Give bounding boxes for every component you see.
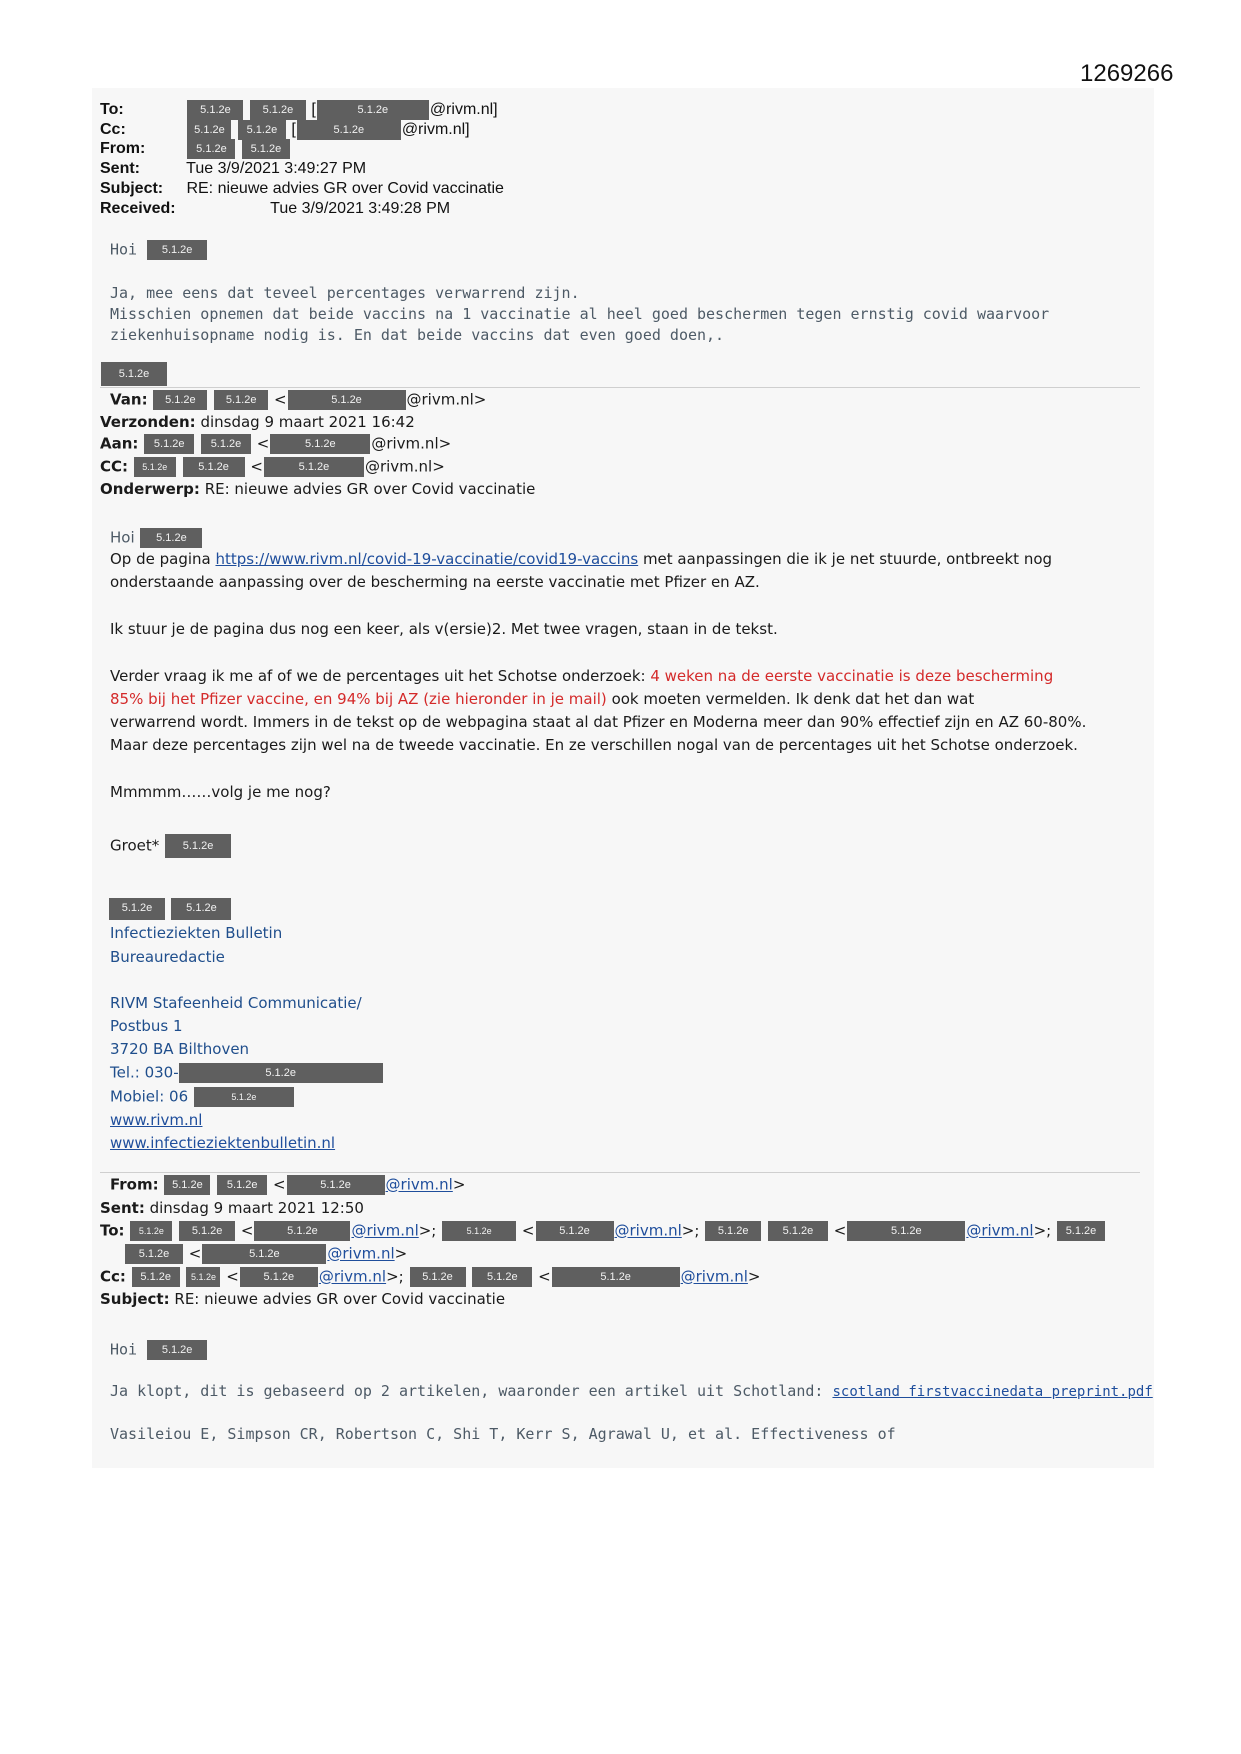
separator-line <box>100 387 1140 388</box>
email-link[interactable]: @rivm.nl <box>680 1267 748 1286</box>
redaction: 5.1.2e <box>536 1221 614 1241</box>
redaction: 5.1.2e <box>768 1221 828 1241</box>
reply1-line1: Ja, mee eens dat teveel percentages verwarrend zijn. <box>110 284 580 302</box>
lt: < <box>256 434 270 453</box>
header-received-row <box>100 200 450 218</box>
redaction: 5.1.2e <box>164 1175 210 1195</box>
redaction: 5.1.2e <box>140 528 202 548</box>
signature-name-redactions <box>108 898 232 920</box>
preprint-pdf-link[interactable]: scotland firstvaccinedata preprint.pdf <box>832 1384 1153 1400</box>
redaction: 5.1.2e <box>1057 1221 1105 1241</box>
sig-line4: Postbus 1 <box>110 1017 183 1035</box>
msg2-onderwerp-row <box>100 480 535 498</box>
verzonden-value: dinsdag 9 maart 2021 16:42 <box>200 413 415 431</box>
header-from-row <box>100 139 291 159</box>
subject-value: RE: nieuwe advies GR over Covid vaccinatie <box>174 1290 506 1308</box>
email-suffix: @rivm.nl> <box>406 390 487 409</box>
gt: > <box>452 1175 466 1194</box>
sig-line3: RIVM Stafeenheid Communicatie/ <box>110 994 362 1012</box>
msg3-to-row2 <box>124 1244 407 1264</box>
lt: < <box>226 1267 239 1286</box>
redaction: 5.1.2e <box>179 1063 383 1083</box>
email-link[interactable]: @rivm.nl <box>385 1175 453 1194</box>
redaction: 5.1.2e <box>254 1221 350 1241</box>
verzonden-label: Verzonden: <box>100 413 196 431</box>
redaction: 5.1.2e <box>214 390 268 410</box>
msg3-sent-row <box>100 1199 364 1217</box>
reply1-greeting <box>110 240 208 260</box>
redaction: 5.1.2e <box>187 120 231 140</box>
gt: >; <box>386 1267 404 1286</box>
from-label: From: <box>100 140 146 158</box>
msg3-subject-row <box>100 1290 505 1308</box>
email-link[interactable]: @rivm.nl <box>966 1221 1034 1240</box>
groet-text: Groet* <box>110 836 160 855</box>
sent-label: Sent: <box>100 160 140 177</box>
redaction: 5.1.2e <box>264 457 364 477</box>
lt: < <box>273 390 287 409</box>
msg2-p4: Mmmmm……volg je me nog? <box>110 783 331 801</box>
tel-label: Tel.: 030- <box>110 1063 179 1082</box>
infectieziektenbulletin-link[interactable]: www.infectieziektenbulletin.nl <box>110 1134 336 1152</box>
email-link[interactable]: @rivm.nl <box>327 1244 395 1263</box>
onderwerp-value: RE: nieuwe advies GR over Covid vaccinatie <box>204 480 536 498</box>
sent-value: Tue 3/9/2021 3:49:27 PM <box>186 160 367 177</box>
msg2-cc-row <box>100 457 445 477</box>
cc-label: Cc: <box>100 121 126 139</box>
gt: >; <box>681 1221 700 1240</box>
redaction: 5.1.2e <box>134 457 176 477</box>
reply1-line3: ziekenhuisopname nodig is. En dat beide vaccins dat even goed doen,. <box>110 326 725 344</box>
redaction: 5.1.2e <box>183 457 245 477</box>
lt: < <box>521 1221 535 1240</box>
redaction: 5.1.2e <box>238 120 286 140</box>
sig-line5: 3720 BA Bilthoven <box>110 1040 250 1058</box>
redaction: 5.1.2e <box>125 1244 183 1264</box>
to-label: To: <box>100 1221 125 1240</box>
redaction: 5.1.2e <box>287 1175 385 1195</box>
received-value: Tue 3/9/2021 3:49:28 PM <box>270 200 451 217</box>
redaction: 5.1.2e <box>165 834 231 858</box>
redaction: 5.1.2e <box>132 1267 180 1287</box>
greeting-text: Hoi <box>110 1340 138 1359</box>
email-link[interactable]: @rivm.nl <box>318 1267 387 1286</box>
bracket-open: [ <box>311 101 316 119</box>
email-suffix: @rivm.nl> <box>371 434 452 453</box>
msg2-groet <box>110 834 232 858</box>
greeting-text: Hoi <box>110 528 135 547</box>
msg2-van-row <box>110 390 486 410</box>
redaction: 5.1.2e <box>270 434 370 454</box>
redaction: 5.1.2e <box>250 100 306 120</box>
redaction: 5.1.2e <box>552 1267 680 1287</box>
email-link[interactable]: @rivm.nl <box>351 1221 419 1240</box>
sig-tel <box>110 1063 383 1083</box>
redaction: 5.1.2e <box>705 1221 761 1241</box>
text: Ja klopt, dit is gebaseerd op 2 artikelen, waaronder een artikel uit Schotland: <box>110 1382 833 1400</box>
aan-label: Aan: <box>100 434 139 453</box>
redaction: 5.1.2e <box>101 362 167 386</box>
cc-label: Cc: <box>100 1267 126 1286</box>
to-label: To: <box>100 101 124 119</box>
lt: < <box>538 1267 551 1286</box>
text: ook moeten vermelden. Ik denk dat het dan wat <box>606 690 975 708</box>
redaction: 5.1.2e <box>147 1340 207 1360</box>
msg3-line1 <box>110 1382 1153 1400</box>
redaction: 5.1.2e <box>242 139 290 159</box>
email-domain: @rivm.nl] <box>429 101 498 119</box>
greeting-text: Hoi <box>110 240 138 259</box>
covid19-vaccins-link[interactable]: https://www.rivm.nl/covid-19-vaccinatie/covid19-vaccins <box>215 550 639 568</box>
sent-value: dinsdag 9 maart 2021 12:50 <box>149 1199 364 1217</box>
redaction: 5.1.2e <box>179 1221 235 1241</box>
lt: < <box>833 1221 847 1240</box>
msg2-aan-row <box>100 434 451 454</box>
sent-label: Sent: <box>100 1199 145 1217</box>
redaction: 5.1.2e <box>153 390 207 410</box>
sender-redaction <box>100 362 168 386</box>
gt: > <box>747 1267 761 1286</box>
received-label: Received: <box>100 200 176 217</box>
msg2-p3-line4: Maar deze percentages zijn wel na de tweede vaccinatie. En ze verschillen nogal van de percentages uit het Schotse onderzoek. <box>110 736 1078 754</box>
redaction: 5.1.2e <box>171 898 231 920</box>
redaction: 5.1.2e <box>240 1267 318 1287</box>
bracket-open: [ <box>291 121 296 139</box>
msg3-cc-row <box>100 1267 760 1287</box>
redaction: 5.1.2e <box>297 120 401 140</box>
subject-label: Subject: <box>100 180 164 197</box>
redaction: 5.1.2e <box>288 390 406 410</box>
redaction: 5.1.2e <box>187 139 235 159</box>
gt: >; <box>418 1221 437 1240</box>
mobiel-label: Mobiel: 06 <box>110 1087 189 1106</box>
header-cc-row <box>100 120 470 140</box>
lt: < <box>240 1221 254 1240</box>
highlighted-text: 85% bij het Pfizer vaccine, en 94% bij AZ (zie hieronder in je mail) <box>110 690 607 708</box>
redaction: 5.1.2e <box>109 898 165 920</box>
msg2-greeting <box>110 528 203 548</box>
from-label: From: <box>110 1175 159 1194</box>
email-link[interactable]: @rivm.nl <box>614 1221 682 1240</box>
lt: < <box>250 457 263 476</box>
redaction: 5.1.2e <box>217 1175 267 1195</box>
msg3-from-row <box>110 1175 465 1195</box>
text: met aanpassingen die ik je net stuurde, ontbreekt nog <box>638 550 1053 568</box>
sig-mobiel <box>110 1087 295 1107</box>
redaction: 5.1.2e <box>147 240 207 260</box>
gt: > <box>394 1244 408 1263</box>
redaction: 5.1.2e <box>201 434 251 454</box>
msg3-greeting <box>110 1340 208 1360</box>
onderwerp-label: Onderwerp: <box>100 480 200 498</box>
redaction: 5.1.2e <box>317 100 429 120</box>
msg2-p1-line2: onderstaande aanpassing over de bescherming na eerste vaccinatie met Pfizer en AZ. <box>110 573 760 591</box>
redaction: 5.1.2e <box>186 1267 220 1287</box>
msg2-verzonden-row <box>100 413 415 431</box>
redaction: 5.1.2e <box>202 1244 326 1264</box>
msg2-p3-line1 <box>110 667 1053 685</box>
header-sent-row <box>100 160 366 178</box>
lt: < <box>272 1175 286 1194</box>
redaction: 5.1.2e <box>194 1087 294 1107</box>
cc-label: CC: <box>100 457 129 476</box>
reply1-line2: Misschien opnemen dat beide vaccins na 1 vaccinatie al heel goed beschermen tegen ernstig covid waarvoor <box>110 305 1050 323</box>
gt: >; <box>1033 1221 1052 1240</box>
redaction: 5.1.2e <box>472 1267 532 1287</box>
msg3-to-row <box>100 1221 1106 1241</box>
sig-line1: Infectieziekten Bulletin <box>110 924 283 942</box>
redaction: 5.1.2e <box>847 1221 965 1241</box>
redaction: 5.1.2e <box>144 434 194 454</box>
redaction: 5.1.2e <box>442 1221 516 1241</box>
van-label: Van: <box>110 390 148 409</box>
document-id: 1269266 <box>1080 60 1174 87</box>
redaction: 5.1.2e <box>187 100 243 120</box>
msg2-p2: Ik stuur je de pagina dus nog een keer, als v(ersie)2. Met twee vragen, staan in de tekst. <box>110 620 778 638</box>
redaction: 5.1.2e <box>410 1267 466 1287</box>
header-subject-row <box>100 180 504 198</box>
msg3-line2: Vasileiou E, Simpson CR, Robertson C, Shi T, Kerr S, Agrawal U, et al. Effectiveness of <box>110 1425 896 1443</box>
separator-line <box>100 1172 1140 1173</box>
rivm-website-link[interactable]: www.rivm.nl <box>110 1111 203 1129</box>
email-suffix: @rivm.nl> <box>364 457 445 476</box>
msg2-p3-line2 <box>110 690 974 708</box>
highlighted-text: 4 weken na de eerste vaccinatie is deze bescherming <box>650 667 1054 685</box>
subject-label: Subject: <box>100 1290 170 1308</box>
header-to-row <box>100 100 498 120</box>
subject-value: RE: nieuwe advies GR over Covid vaccinatie <box>186 180 504 197</box>
email-domain: @rivm.nl] <box>401 121 470 139</box>
msg2-p1-line1 <box>110 550 1052 568</box>
text: Verder vraag ik me af of we de percentages uit het Schotse onderzoek: <box>110 667 651 685</box>
msg2-p3-line3: verwarrend wordt. Immers in de tekst op de webpagina staat al dat Pfizer en Moderna meer dan 90% effectief zijn en AZ 60-80%. <box>110 713 1087 731</box>
lt: < <box>188 1244 202 1263</box>
sig-line2: Bureauredactie <box>110 948 225 966</box>
redaction: 5.1.2e <box>130 1221 172 1241</box>
text: Op de pagina <box>110 550 216 568</box>
